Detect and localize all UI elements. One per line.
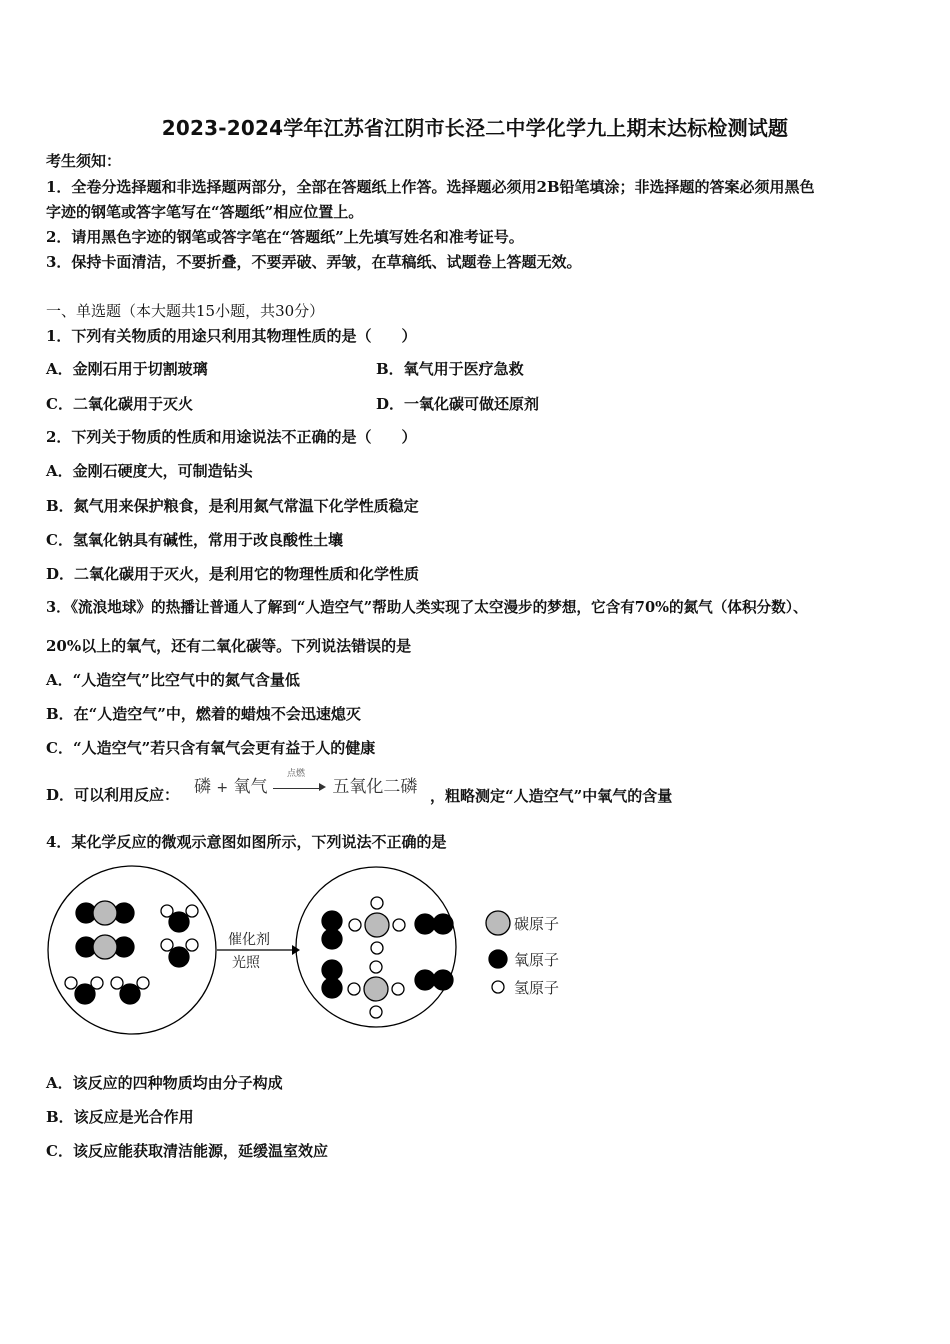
co2-molecule bbox=[76, 935, 134, 959]
q3-option-c: C．“人造空气”若只含有氧气会更有益于人的健康 bbox=[46, 739, 376, 757]
reaction-arrow-icon bbox=[273, 769, 327, 797]
legend-oxygen-icon bbox=[489, 950, 507, 968]
reaction-equation bbox=[194, 769, 418, 797]
page-title: 2023-2024学年江苏省江阴市长泾二中学化学九上期末达标检测试题 bbox=[161, 116, 789, 140]
reaction-reactant-oxygen: 氧气 bbox=[233, 777, 268, 797]
q2-option-a: A．金刚石硬度大，可制造钻头 bbox=[46, 462, 253, 480]
reaction-microscopic-diagram bbox=[40, 860, 600, 1040]
q4-option-b: B．该反应是光合作用 bbox=[46, 1108, 194, 1126]
notice-item-1b: 字迹的钢笔或答字笔写在“答题纸”相应位置上。 bbox=[46, 203, 364, 221]
legend-oxygen-label: 氧原子 bbox=[514, 951, 560, 969]
q3-stem-2: 20%以上的氧气，还有二氧化碳等。下列说法错误的是 bbox=[46, 637, 412, 655]
q4-stem: 4．某化学反应的微观示意图如图所示，下列说法不正确的是 bbox=[46, 833, 447, 851]
q4-option-c: C．该反应能获取清洁能源，延缓温室效应 bbox=[46, 1142, 328, 1160]
notice-item-1a: 1．全卷分选择题和非选择题两部分，全部在答题纸上作答。选择题必须用2B铅笔填涂；非选择题的答案必须用黑色 bbox=[46, 178, 815, 196]
q1-stem: 1．下列有关物质的用途只利用其物理性质的是（ ） bbox=[46, 327, 417, 345]
section-heading: 一、单选题（本大题共15小题，共30分） bbox=[46, 302, 325, 320]
arrow-condition-light: 光照 bbox=[232, 955, 260, 971]
notice-heading: 考生须知： bbox=[46, 152, 122, 170]
legend-hydrogen-icon bbox=[492, 981, 504, 993]
q3-option-d-suffix: ，粗略测定“人造空气”中氧气的含量 bbox=[430, 787, 673, 805]
q4-option-a: A．该反应的四种物质均由分子构成 bbox=[46, 1074, 283, 1092]
reaction-reactant-phosphorus: 磷 bbox=[194, 777, 211, 797]
co2-molecule bbox=[76, 901, 134, 925]
notice-item-3: 3．保持卡面清洁，不要折叠，不要弄破、弄皱，在草稿纸、试题卷上答题无效。 bbox=[46, 253, 582, 271]
legend-hydrogen-label: 氢原子 bbox=[514, 979, 560, 997]
reaction-plus: + bbox=[216, 780, 229, 796]
reaction-product: 五氧化二磷 bbox=[332, 777, 418, 797]
q2-option-d: D．二氧化碳用于灭火，是利用它的物理性质和化学性质 bbox=[46, 565, 420, 583]
arrow-condition-catalyst: 催化剂 bbox=[228, 932, 270, 948]
q3-stem-1: 3．《流浪地球》的热播让普通人了解到“人造空气”帮助人类实现了太空漫步的梦想，它含有70%的氮气（体积分数）、 bbox=[46, 599, 808, 616]
q1-option-c: C．二氧化碳用于灭火 bbox=[46, 395, 193, 413]
q1-option-d: D．一氧化碳可做还原剂 bbox=[376, 395, 540, 413]
q2-stem: 2．下列关于物质的性质和用途说法不正确的是（ ） bbox=[46, 428, 417, 446]
q1-option-a: A．金刚石用于切割玻璃 bbox=[46, 360, 208, 378]
reaction-condition: 点燃 bbox=[286, 769, 305, 779]
q3-option-a: A．“人造空气”比空气中的氮气含量低 bbox=[46, 671, 300, 689]
notice-item-2: 2．请用黑色字迹的钢笔或答字笔在“答题纸”上先填写姓名和准考证号。 bbox=[46, 228, 524, 246]
q2-option-c: C．氢氧化钠具有碱性，常用于改良酸性土壤 bbox=[46, 531, 343, 549]
q1-option-b: B．氧气用于医疗急救 bbox=[376, 360, 524, 378]
legend-carbon-icon bbox=[486, 911, 510, 935]
q3-option-b: B．在“人造空气”中，燃着的蜡烛不会迅速熄灭 bbox=[46, 705, 361, 723]
q2-option-b: B．氮气用来保护粮食，是利用氮气常温下化学性质稳定 bbox=[46, 497, 419, 515]
legend-carbon-label: 碳原子 bbox=[514, 915, 560, 933]
q3-option-d-prefix: D．可以利用反应： bbox=[46, 786, 180, 804]
